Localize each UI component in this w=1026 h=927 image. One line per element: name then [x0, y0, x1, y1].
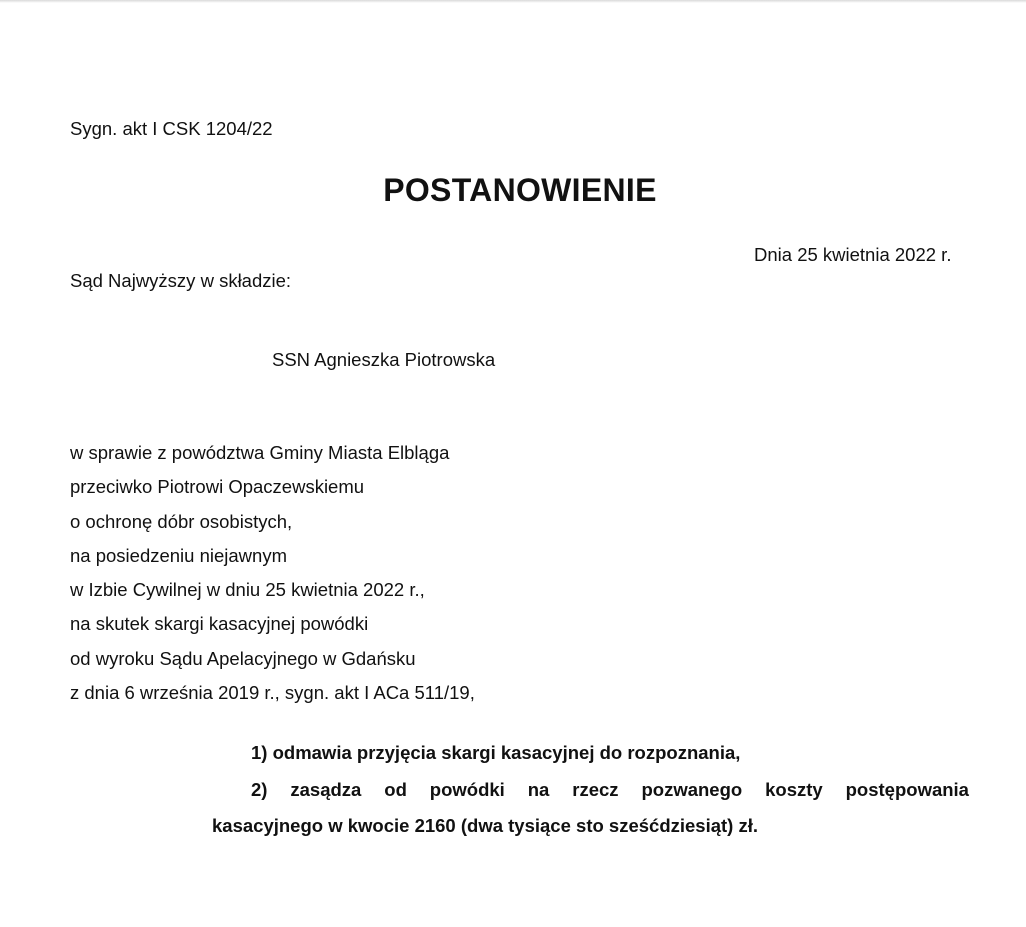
- ruling-point-1: 1) odmawia przyjęcia skargi kasacyjnej do rozpoznania,: [251, 742, 741, 763]
- case-signature: Sygn. akt I CSK 1204/22: [70, 118, 273, 139]
- case-line: w sprawie z powództwa Gminy Miasta Elbląga: [70, 442, 450, 463]
- page-top-edge: [0, 0, 1026, 3]
- ruling-word: postępowania: [845, 779, 969, 800]
- ruling-word: zasądza: [290, 779, 362, 800]
- ruling-point-2: [251, 779, 969, 801]
- case-line: od wyroku Sądu Apelacyjnego w Gdańsku: [70, 647, 416, 669]
- ruling-word: koszty: [765, 779, 823, 800]
- ruling-word: pozwanego: [641, 779, 743, 800]
- case-line: z dnia 6 września 2019 r., sygn. akt I ACa 511/19,: [70, 682, 475, 704]
- ruling-word: rzecz: [572, 779, 619, 800]
- ruling-word: 2): [251, 779, 268, 800]
- document-date: Dnia 25 kwietnia 2022 r.: [754, 244, 952, 265]
- case-description: [70, 440, 475, 714]
- case-line: na skutek skargi kasacyjnej powódki: [70, 613, 369, 635]
- court-composition: Sąd Najwyższy w składzie:: [70, 270, 292, 291]
- case-line: w Izbie Cywilnej w dniu 25 kwietnia 2022 r.,: [70, 579, 425, 601]
- case-line: o ochronę dóbr osobistych,: [70, 510, 293, 532]
- ruling-word: od: [384, 779, 407, 800]
- case-line: na posiedzeniu niejawnym: [70, 544, 287, 566]
- ruling-point-2-continuation: kasacyjnego w kwocie 2160 (dwa tysiące sto sześćdziesiąt) zł.: [212, 815, 759, 836]
- judge-name: SSN Agnieszka Piotrowska: [272, 349, 496, 370]
- document-title: POSTANOWIENIE: [383, 172, 657, 208]
- ruling-word: na: [527, 779, 550, 800]
- ruling-word: powódki: [429, 779, 505, 800]
- case-line: przeciwko Piotrowi Opaczewskiemu: [70, 476, 365, 498]
